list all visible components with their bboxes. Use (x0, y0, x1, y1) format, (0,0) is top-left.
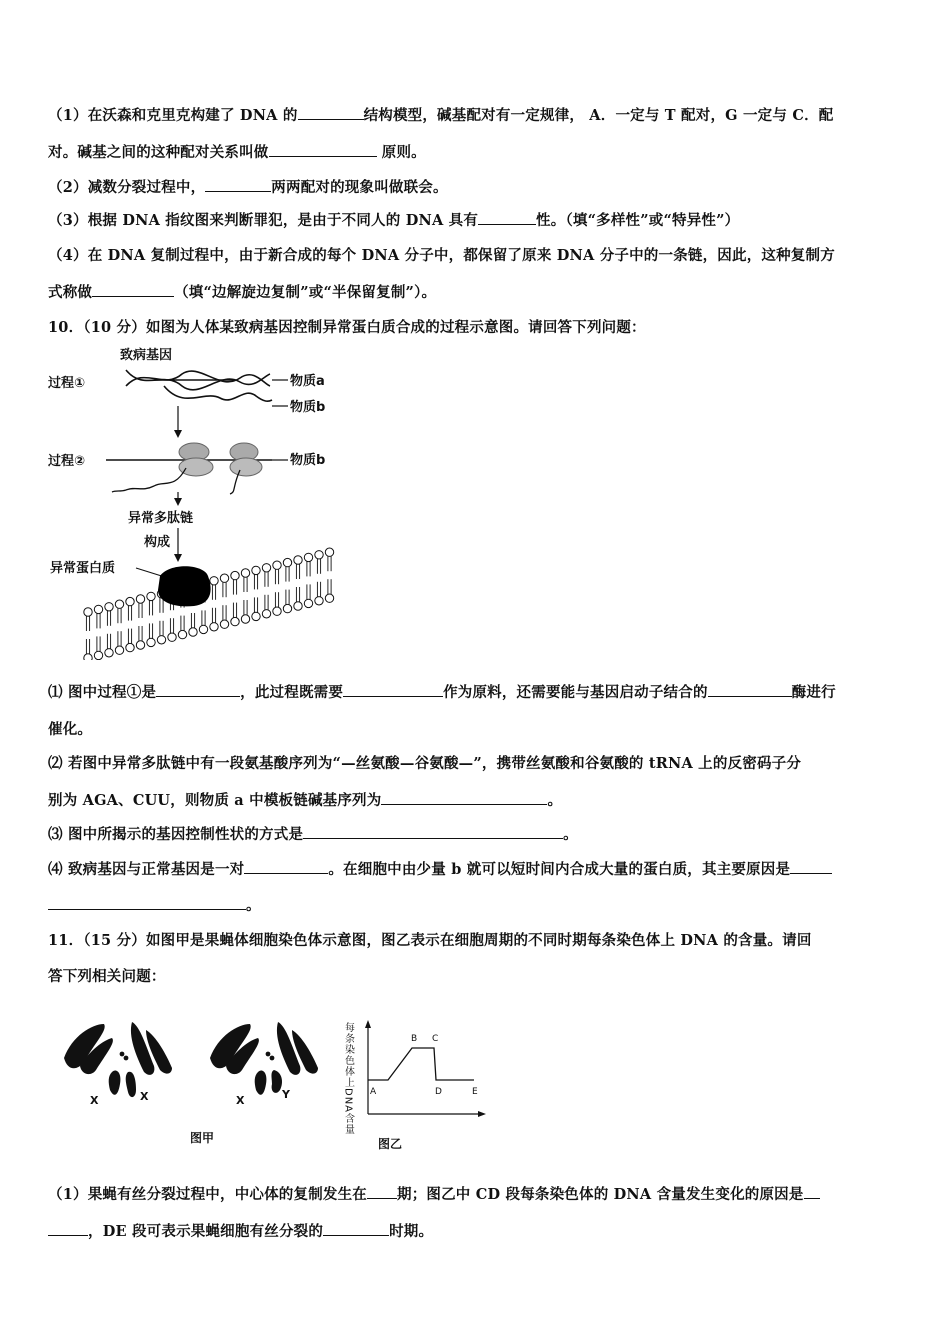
point-label-c: C (432, 1034, 439, 1044)
phospholipid-head (210, 623, 218, 631)
phospholipid-head (136, 595, 144, 603)
y-axis-arrow (365, 1020, 371, 1028)
chart-ylabel: 每条染色体上DNA含量 (342, 1022, 354, 1136)
phospholipid-head (147, 638, 155, 646)
answer-blank[interactable] (92, 284, 174, 297)
q9-p4-text-c: （填“边解旋边复制”或“半保留复制”）。 (174, 284, 437, 301)
q10-s1-text-e: 催化。 (48, 721, 93, 738)
point-label-e: E (472, 1087, 478, 1097)
label-protein: 异常蛋白质 (50, 561, 116, 576)
phospholipid-head (325, 548, 333, 556)
label-x: X (140, 1090, 149, 1103)
q11-s1-text-d: 时期。 (389, 1223, 434, 1240)
cell-membrane (84, 548, 334, 660)
q9-p1-text-d: 原则。 (381, 144, 426, 161)
q10-sub4-line2 (48, 894, 261, 915)
q11-s1-text-c: ，DE 段可表示果蝇细胞有丝分裂的 (88, 1223, 324, 1240)
q10-sub1-line1 (48, 681, 836, 702)
label-gene: 致病基因 (120, 348, 173, 363)
abnormal-protein-blob (158, 566, 211, 606)
q10-sub2-line2 (48, 789, 562, 810)
point-label-b: B (411, 1034, 418, 1044)
phospholipid-head (157, 636, 165, 644)
phospholipid-head (304, 599, 312, 607)
q10-s4-text-c: 。 (246, 897, 261, 914)
label-substance-a: 物质a (290, 374, 325, 389)
phospholipid-head (94, 651, 102, 659)
q9-part4-line2 (48, 281, 436, 302)
phospholipid-head (126, 643, 134, 651)
arrow-head (174, 554, 182, 562)
q10-sub3 (48, 823, 578, 844)
phospholipid-head (283, 604, 291, 612)
q11-header-text-1: 11．（15 分）如图甲是果蝇体细胞染色体示意图，图乙表示在细胞周期的不同时期每条染色体上 DNA 的含量。请回 (48, 932, 812, 949)
q11-sub1-line1 (48, 1183, 820, 1204)
point-label-a: A (370, 1087, 377, 1097)
gene-expression-figure (44, 340, 364, 660)
phospholipid-head (115, 646, 123, 654)
answer-blank[interactable] (298, 107, 364, 120)
dna-content-line (368, 1048, 474, 1080)
q9-part1-line2 (48, 141, 426, 162)
q9-p2-text-a: （2）减数分裂过程中， (48, 179, 206, 196)
phospholipid-head (189, 628, 197, 636)
answer-blank[interactable] (244, 861, 328, 874)
answer-blank[interactable] (367, 1186, 397, 1199)
ribosome-icon (179, 458, 213, 476)
q10-s3-text-b: 。 (563, 826, 578, 843)
answer-blank[interactable] (303, 826, 563, 839)
q10-header (48, 316, 646, 337)
phospholipid-head (136, 641, 144, 649)
phospholipid-head (252, 566, 260, 574)
phospholipid-head (210, 577, 218, 585)
phospholipid-head (294, 556, 302, 564)
label-x: X (90, 1094, 99, 1107)
q9-p1-text-c: 对。碱基之间的这种配对关系叫做 (48, 144, 269, 161)
answer-blank[interactable] (790, 861, 832, 874)
phospholipid-head (105, 649, 113, 657)
q9-p1-text-b: 结构模型，碱基配对有一定规律， A．一定与 T 配对，G 一定与 C．配 (363, 107, 834, 124)
phospholipid-head (241, 615, 249, 623)
q11-s1-text-b: 期；图乙中 CD 段每条染色体的 DNA 含量发生变化的原因是 (397, 1186, 804, 1203)
q9-part1-line1 (48, 104, 833, 125)
answer-blank[interactable] (478, 212, 536, 225)
phospholipid-head (241, 569, 249, 577)
q9-part3 (48, 209, 739, 230)
label-substance-b1: 物质b (290, 400, 326, 415)
q9-p3-text-a: （3）根据 DNA 指纹图来判断罪犯，是由于不同人的 DNA 具有 (48, 212, 479, 229)
q9-p1-text-a: （1）在沃森和克里克构建了 DNA 的 (48, 107, 298, 124)
phospholipid-head (262, 564, 270, 572)
q11-s1-text-a: （1）果蝇有丝分裂过程中，中心体的复制发生在 (48, 1186, 367, 1203)
phospholipid-head (315, 597, 323, 605)
answer-blank[interactable] (156, 684, 240, 697)
ribosome-icon (230, 458, 262, 476)
phospholipid-head (273, 607, 281, 615)
q9-part2 (48, 176, 448, 197)
caption-fig-jia: 图甲 (190, 1131, 215, 1145)
q10-s4-text-b: 。在细胞中由少量 b 就可以短时间内合成大量的蛋白质，其主要原因是 (328, 861, 791, 878)
phospholipid-head (304, 553, 312, 561)
phospholipid-head (273, 561, 281, 569)
answer-blank[interactable] (323, 1223, 389, 1236)
q9-part4-line1 (48, 244, 835, 265)
dna-content-chart (343, 1020, 487, 1151)
chromosome-figure (50, 1010, 490, 1160)
q9-p3-text-b: 性。（填“多样性”或“特异性”） (536, 212, 740, 229)
q10-s3-text-a: ⑶ 图中所揭示的基因控制性状的方式是 (48, 826, 304, 843)
point-label-d: D (435, 1087, 442, 1097)
phospholipid-head (220, 620, 228, 628)
answer-blank[interactable] (343, 684, 443, 697)
phospholipid-head (105, 603, 113, 611)
q10-s1-text-a: ⑴ 图中过程①是 (48, 684, 157, 701)
q10-s4-text-a: ⑷ 致病基因与正常基因是一对 (48, 861, 245, 878)
phospholipid-head (325, 594, 333, 602)
arrow-head (174, 430, 182, 438)
label-x: X (236, 1094, 245, 1107)
phospholipid-head (84, 654, 92, 660)
q10-sub2-line1 (48, 752, 801, 773)
phospholipid-head (231, 617, 239, 625)
q11-sub1-line2 (48, 1220, 433, 1241)
label-substance-b2: 物质b (290, 453, 326, 468)
phospholipid-head (315, 551, 323, 559)
phospholipid-head (199, 625, 207, 633)
q9-p4-text-b: 式称做 (48, 284, 93, 301)
phospholipid-head (283, 558, 291, 566)
phospholipid-head (220, 574, 228, 582)
phospholipid-head (178, 630, 186, 638)
answer-blank[interactable] (804, 1186, 820, 1199)
q10-s2-text-b: 别为 AGA、CUU，则物质 a 中模板链碱基序列为 (48, 792, 382, 809)
x-axis-arrow (478, 1111, 486, 1117)
q10-header-text: 10．（10 分）如图为人体某致病基因控制异常蛋白质合成的过程示意图。请回答下列问题： (48, 319, 646, 336)
label-polypeptide: 异常多肽链 (128, 511, 194, 526)
caption-fig-yi: 图乙 (378, 1137, 403, 1151)
chromosome-set-male (210, 1022, 318, 1107)
phospholipid-head (84, 608, 92, 616)
phospholipid-head (231, 571, 239, 579)
phospholipid-head (94, 605, 102, 613)
q11-header-line2 (48, 965, 166, 986)
q10-s1-text-c: 作为原料，还需要能与基因启动子结合的 (443, 684, 708, 701)
phospholipid-head (294, 602, 302, 610)
chromosome-set-female (64, 1022, 172, 1107)
q10-s2-text-c: 。 (547, 792, 563, 809)
q10-s2-text-a: ⑵ 若图中异常多肽链中有一段氨基酸序列为“—丝氨酸—谷氨酸—”，携带丝氨酸和谷氨酸的 tRNA 上的反密码子分 (48, 755, 802, 772)
phospholipid-head (262, 610, 270, 618)
answer-blank[interactable] (708, 684, 792, 697)
q9-p4-text-a: （4）在 DNA 复制过程中，由于新合成的每个 DNA 分子中，都保留了原来 DNA 分子中的一条链，因此，这种复制方 (48, 247, 835, 264)
q10-s1-text-b: ，此过程既需要 (240, 684, 344, 701)
phospholipid-head (126, 597, 134, 605)
q10-sub4-line1 (48, 858, 832, 879)
label-y: Y (282, 1088, 290, 1101)
phospholipid-head (168, 633, 176, 641)
q10-s1-text-d: 酶进行 (791, 684, 836, 701)
mrna-strand (164, 386, 272, 401)
q11-header-line1 (48, 929, 812, 950)
answer-blank[interactable] (269, 144, 377, 157)
phospholipid-head (252, 612, 260, 620)
phospholipid-head (147, 592, 155, 600)
phospholipid-head (115, 600, 123, 608)
answer-blank[interactable] (205, 179, 271, 192)
answer-blank[interactable] (48, 897, 246, 910)
answer-blank[interactable] (381, 792, 547, 805)
q11-header-text-2: 答下列相关问题： (48, 968, 166, 985)
label-compose: 构成 (144, 535, 171, 550)
q9-p2-text-b: 两两配对的现象叫做联会。 (271, 179, 448, 196)
label-process1: 过程① (48, 376, 86, 391)
arrow-head (174, 498, 182, 506)
polypeptide-chain (112, 468, 186, 492)
label-process2: 过程② (48, 454, 86, 469)
q10-sub1-line2 (48, 718, 92, 739)
answer-blank[interactable] (48, 1223, 88, 1236)
